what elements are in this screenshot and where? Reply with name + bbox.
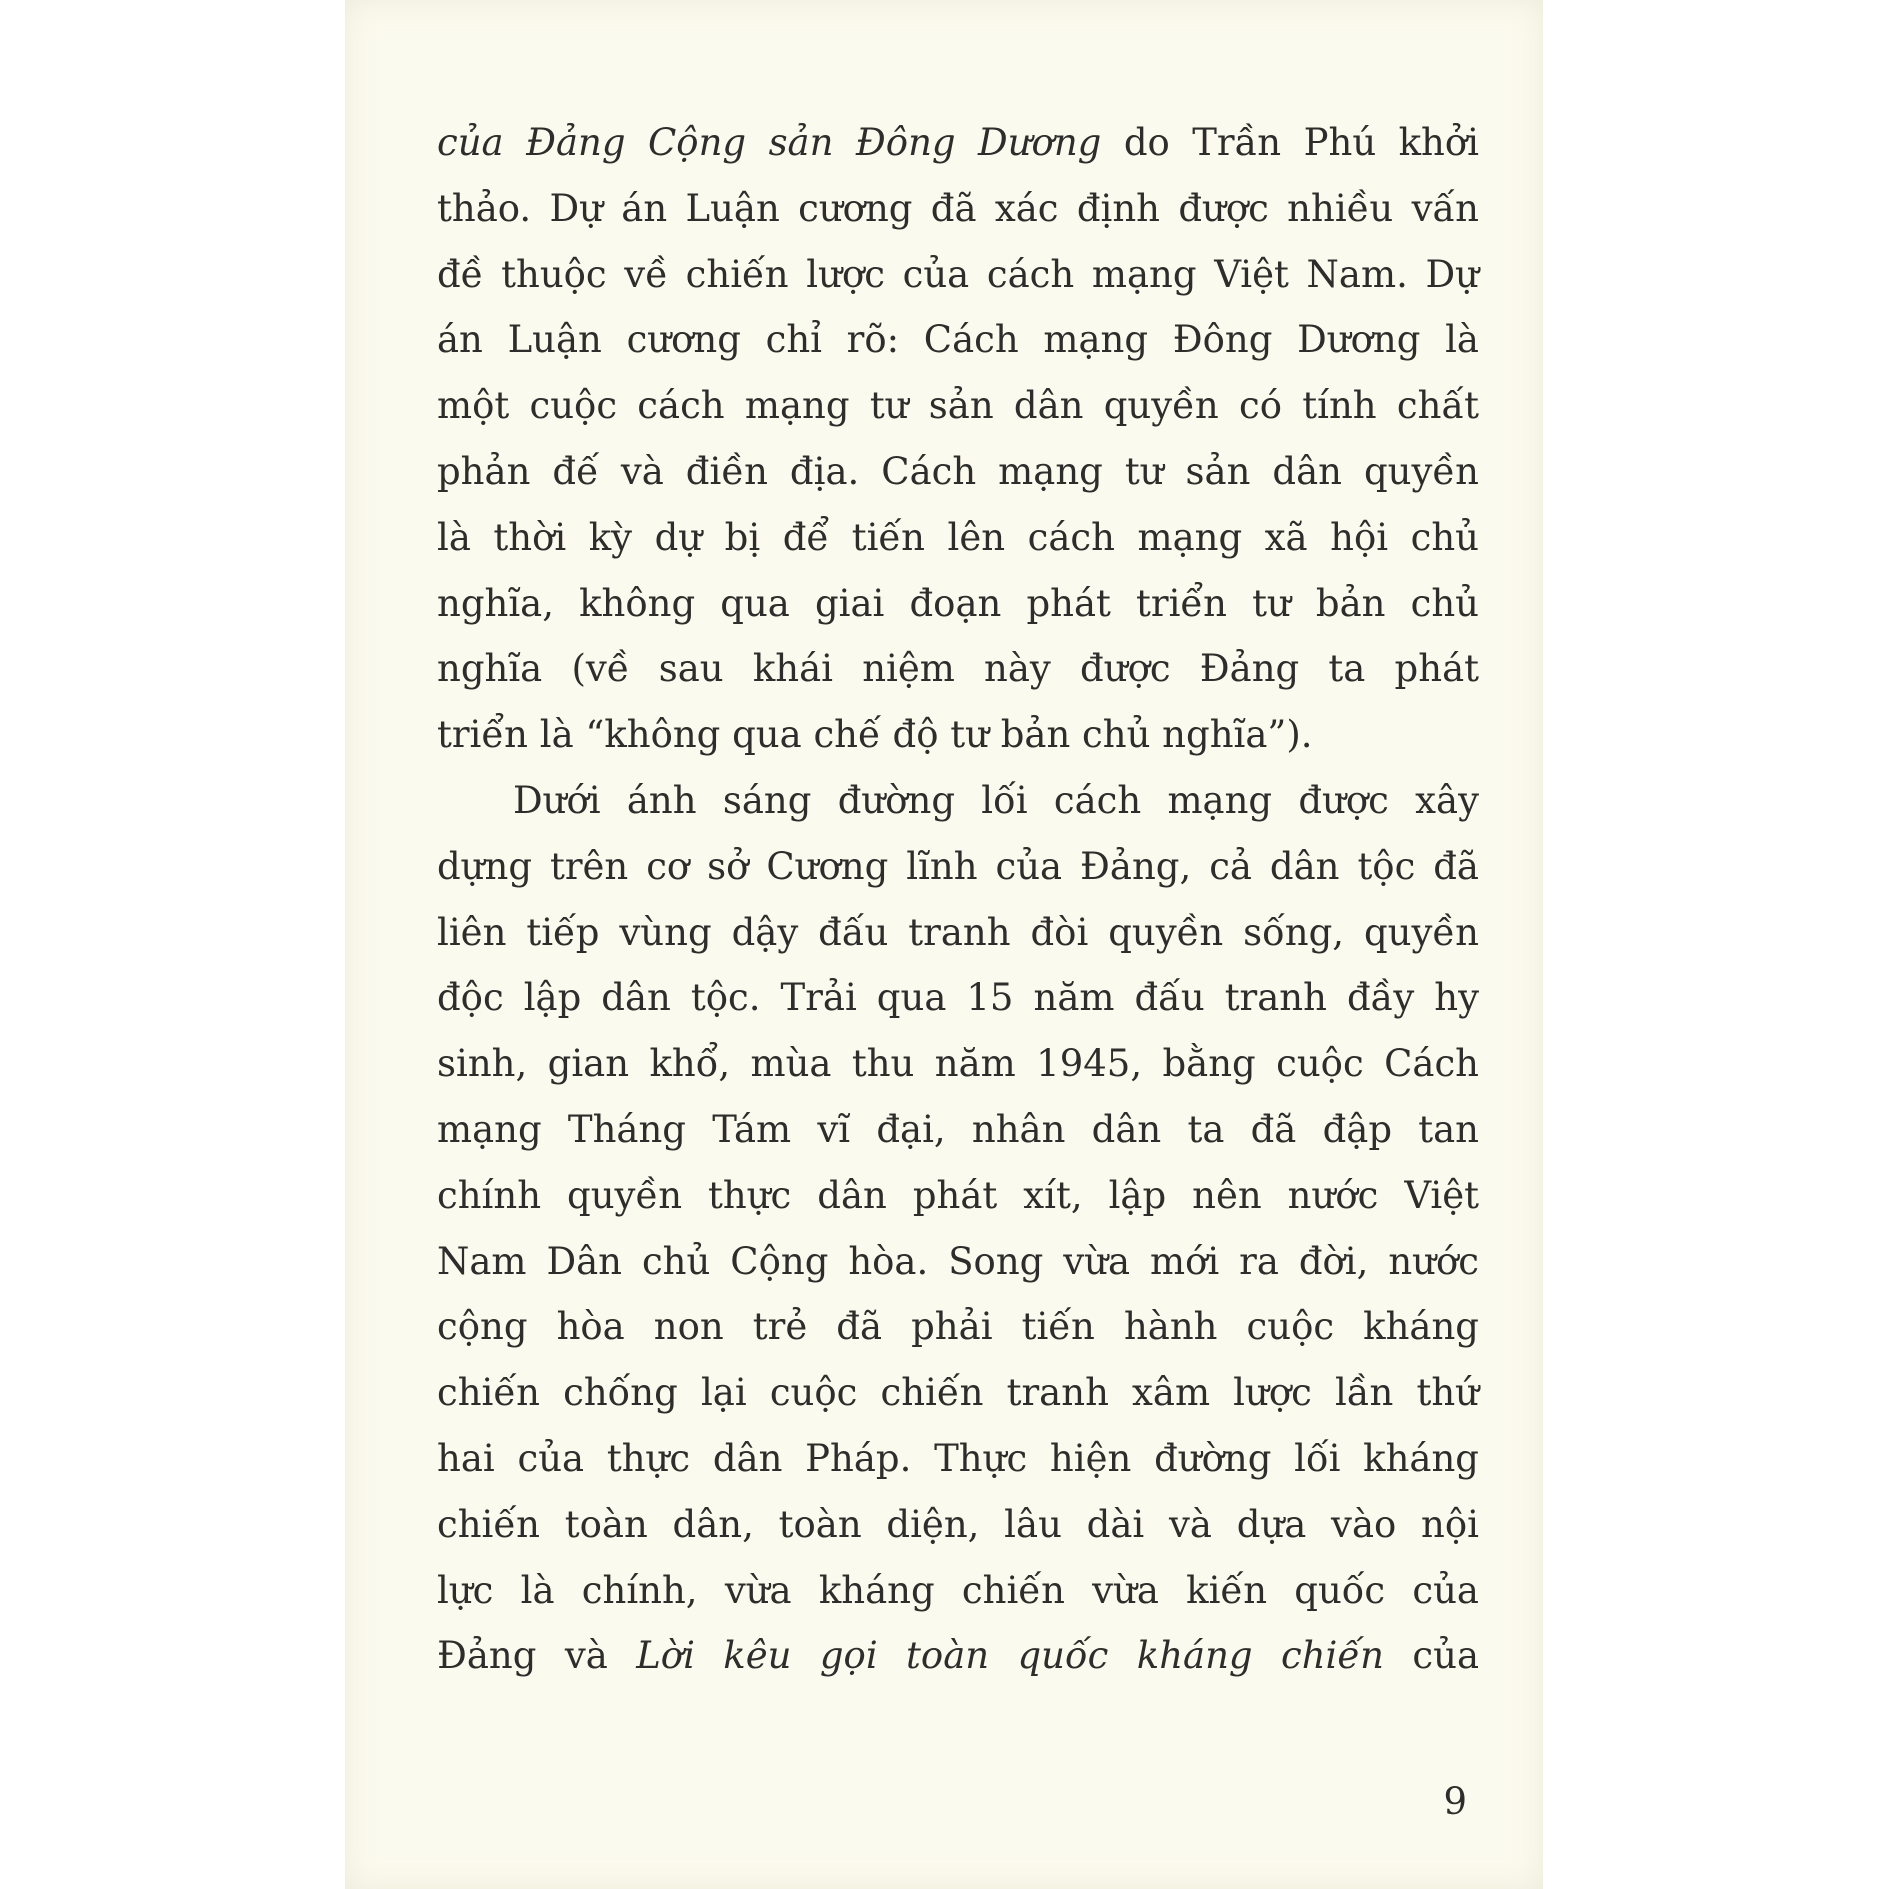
text-line [437, 439, 1479, 505]
text-line [437, 110, 1479, 176]
text-segment: phản đế và điền địa. Cách mạng tư sản dân quyền [437, 449, 1479, 493]
text-line [437, 965, 1479, 1031]
text-line [437, 571, 1479, 637]
text-segment: một cuộc cách mạng tư sản dân quyền có tính chất [437, 384, 1479, 428]
text-line [437, 505, 1479, 571]
text-segment: liên tiếp vùng dậy đấu tranh đòi quyền sống, quyền [437, 910, 1479, 954]
book-page [345, 0, 1543, 1889]
text-line [437, 1294, 1479, 1360]
italic-title-text: của Đảng Cộng sản Đông Dương [437, 121, 1102, 164]
text-line [437, 702, 1479, 768]
text-line [437, 373, 1479, 439]
text-segment: triển là “không qua chế độ tư bản chủ nghĩa”). [437, 713, 1313, 757]
text-line [437, 242, 1479, 308]
text-segment: sinh, gian khổ, mùa thu năm 1945, bằng cuộc Cách [437, 1042, 1479, 1086]
text-line [437, 1426, 1479, 1492]
text-line [437, 900, 1479, 966]
text-segment: chính quyền thực dân phát xít, lập nên nước Việt [437, 1173, 1479, 1217]
text-line [437, 1360, 1479, 1426]
text-segment: nghĩa (về sau khái niệm này được Đảng ta phát [437, 647, 1479, 691]
text-line [437, 1031, 1479, 1097]
text-line [437, 1623, 1479, 1689]
text-line [437, 1097, 1479, 1163]
text-segment: cộng hòa non trẻ đã phải tiến hành cuộc kháng [437, 1305, 1479, 1349]
text-segment: của [1383, 1634, 1480, 1678]
text-segment: mạng Tháng Tám vĩ đại, nhân dân ta đã đập tan [437, 1107, 1479, 1151]
text-segment: chiến chống lại cuộc chiến tranh xâm lược lần thứ [437, 1371, 1479, 1415]
text-segment: chiến toàn dân, toàn diện, lâu dài và dựa vào nội [437, 1502, 1479, 1546]
text-segment: do Trần Phú khởi [1101, 121, 1479, 164]
text-segment: Nam Dân chủ Cộng hòa. Song vừa mới ra đời, nước [437, 1239, 1479, 1283]
text-line [437, 176, 1479, 242]
text-segment: Đảng và [437, 1634, 637, 1678]
text-line [437, 834, 1479, 900]
text-segment: là thời kỳ dự bị để tiến lên cách mạng xã hội chủ [437, 515, 1479, 559]
text-line [437, 636, 1479, 702]
text-line [437, 307, 1479, 373]
text-segment: dựng trên cơ sở Cương lĩnh của Đảng, cả dân tộc đã [437, 844, 1479, 888]
italic-title-text: Lời kêu gọi toàn quốc kháng chiến [636, 1634, 1384, 1678]
text-segment: Dưới ánh sáng đường lối cách mạng được xây [513, 778, 1479, 822]
text-segment: án Luận cương chỉ rõ: Cách mạng Đông Dương là [437, 318, 1479, 362]
text-line [437, 768, 1479, 834]
page-number: 9 [1443, 1780, 1467, 1823]
text-segment: nghĩa, không qua giai đoạn phát triển tư bản chủ [437, 581, 1479, 625]
text-segment: đề thuộc về chiến lược của cách mạng Việt Nam. Dự [437, 252, 1479, 296]
text-line [437, 1163, 1479, 1229]
body-text [437, 110, 1479, 1689]
text-segment: thảo. Dự án Luận cương đã xác định được nhiều vấn [437, 186, 1479, 230]
text-segment: lực là chính, vừa kháng chiến vừa kiến quốc của [437, 1568, 1479, 1612]
text-line [437, 1229, 1479, 1295]
text-segment: hai của thực dân Pháp. Thực hiện đường lối kháng [437, 1436, 1479, 1480]
text-line [437, 1492, 1479, 1558]
text-segment: độc lập dân tộc. Trải qua 15 năm đấu tranh đầy hy [437, 976, 1479, 1020]
text-line [437, 1558, 1479, 1624]
